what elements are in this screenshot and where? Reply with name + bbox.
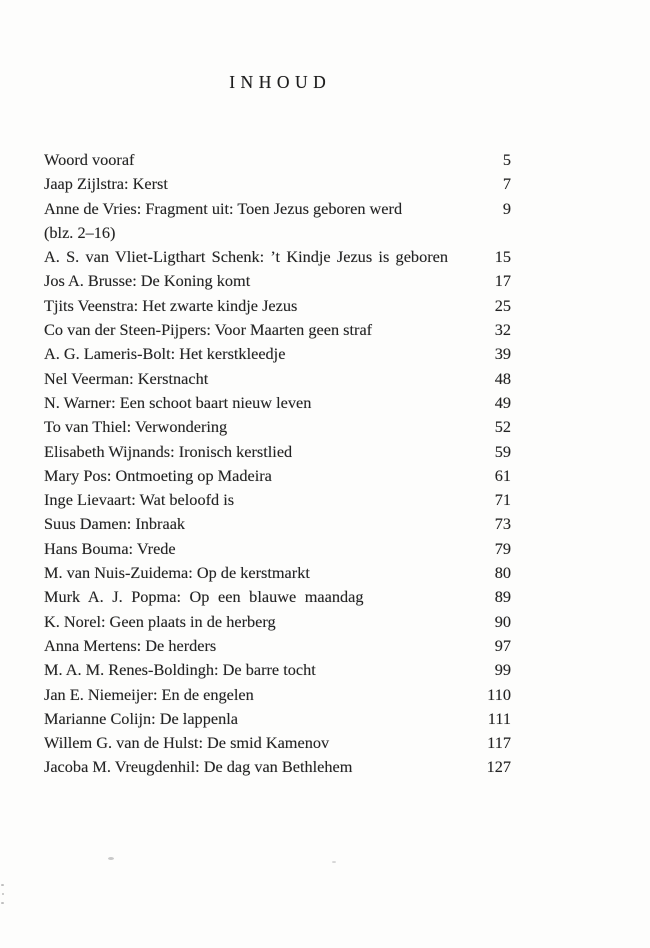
toc-entry-text: Woord vooraf <box>44 150 135 169</box>
toc-page-number: 111 <box>487 708 511 728</box>
toc-row <box>44 707 511 731</box>
toc-entry-text: M. van Nuis-Zuidema: Op de kerstmarkt <box>44 563 310 583</box>
toc-entry-text: Tjits Veenstra: Het zwarte kindje Jezus <box>44 295 298 315</box>
toc-entry-text: A. S. van Vliet-Ligthart Schenk: ’t Kindje Jezus is geboren <box>44 247 448 267</box>
toc-entry-text: Nel Veerman: Kerstnacht <box>44 368 209 388</box>
scan-speck <box>108 857 114 860</box>
toc-entry-text: Marianne Colijn: De lappenla <box>44 708 238 728</box>
toc-page-number: 48 <box>494 368 511 388</box>
toc-entry-text: Anne de Vries: Fragment uit: Toen Jezus geboren werd <box>44 198 403 218</box>
toc-entry-text: Suus Damen: Inbraak <box>44 514 186 534</box>
toc-row <box>44 585 511 609</box>
toc-entry-text: Willem G. van de Hulst: De smid Kamenov <box>44 733 330 753</box>
toc-entry-text: K. Norel: Geen plaats in de herberg <box>44 611 276 631</box>
toc-row <box>44 148 511 172</box>
page-title: INHOUD <box>229 72 332 92</box>
toc-row <box>44 537 511 561</box>
toc-page-number: 89 <box>494 587 511 607</box>
toc-row <box>44 318 511 342</box>
toc-page-number: 117 <box>487 733 511 753</box>
toc-page-number: 32 <box>494 320 511 340</box>
toc-entry-text: Anna Mertens: De herders <box>44 635 217 655</box>
toc-row <box>44 367 511 391</box>
toc-page-number: 59 <box>494 441 511 461</box>
toc-row <box>44 294 511 318</box>
toc-list <box>44 148 511 780</box>
toc-entry-text: Co van der Steen-Pijpers: Voor Maarten geen straf <box>44 320 373 340</box>
toc-page-number: 127 <box>486 757 511 777</box>
toc-entry-text: Inge Lievaart: Wat beloofd is <box>44 490 235 510</box>
toc-page-number: 15 <box>494 247 511 267</box>
toc-page-number: 110 <box>487 684 511 704</box>
toc-row <box>44 658 511 682</box>
toc-page-number: 61 <box>494 465 511 485</box>
toc-entry-note: (blz. 2–16) <box>44 222 116 242</box>
toc-entry-text: Hans Bouma: Vrede <box>44 538 176 558</box>
toc-row <box>44 488 511 512</box>
toc-row <box>44 172 511 196</box>
toc-entry-text: M. A. M. Renes-Boldingh: De barre tocht <box>44 660 316 680</box>
toc-row <box>44 731 511 755</box>
toc-row <box>44 464 511 488</box>
toc-page-number: 49 <box>494 392 511 412</box>
toc-entry-text: Jacoba M. Vreugdenhil: De dag van Bethlehem <box>44 757 353 777</box>
toc-page-number: 17 <box>494 271 511 291</box>
toc-entry-text: To van Thiel: Verwondering <box>44 417 228 437</box>
toc-page-number: 39 <box>494 344 511 364</box>
toc-page-number: 97 <box>494 635 511 655</box>
scan-speck <box>1 902 4 904</box>
toc-page-number: 52 <box>494 417 511 437</box>
toc-row <box>44 269 511 293</box>
toc-row <box>44 683 511 707</box>
toc-row <box>44 512 511 536</box>
toc-row <box>44 342 511 366</box>
toc-entry-text: A. G. Lameris-Bolt: Het kerstkleedje <box>44 344 286 364</box>
toc-page-number: 7 <box>502 174 511 194</box>
toc-page-number: 9 <box>502 198 511 218</box>
toc-row <box>44 755 511 779</box>
toc-entry-text: Mary Pos: Ontmoeting op Madeira <box>44 465 272 485</box>
toc-row <box>44 245 511 269</box>
toc-entry-text: Jan E. Niemeijer: En de engelen <box>44 684 254 704</box>
toc-page-number: 71 <box>494 490 511 510</box>
scan-speck <box>332 861 336 863</box>
toc-entry-text: Jos A. Brusse: De Koning komt <box>44 271 251 291</box>
toc-page-number: 80 <box>494 563 511 583</box>
toc-entry-text: Jaap Zijlstra: Kerst <box>44 174 168 194</box>
toc-page-number: 99 <box>494 660 511 680</box>
toc-row <box>44 391 511 415</box>
toc-row <box>44 440 511 464</box>
toc-page-number: 73 <box>494 514 511 534</box>
toc-row <box>44 610 511 634</box>
scan-speck <box>1 884 4 886</box>
toc-entry-text: Murk A. J. Popma: Op een blauwe maandag <box>44 587 364 607</box>
toc-page-number: 5 <box>502 150 511 169</box>
toc-row <box>44 415 511 439</box>
toc-row <box>44 634 511 658</box>
toc-entry-text: Elisabeth Wijnands: Ironisch kerstlied <box>44 441 293 461</box>
toc-page-number: 79 <box>494 538 511 558</box>
toc-row <box>44 197 511 246</box>
toc-row <box>44 561 511 585</box>
toc-page-number: 25 <box>494 295 511 315</box>
toc-entry-text: N. Warner: Een schoot baart nieuw leven <box>44 392 312 412</box>
scan-speck <box>2 893 4 895</box>
toc-page-number: 90 <box>494 611 511 631</box>
